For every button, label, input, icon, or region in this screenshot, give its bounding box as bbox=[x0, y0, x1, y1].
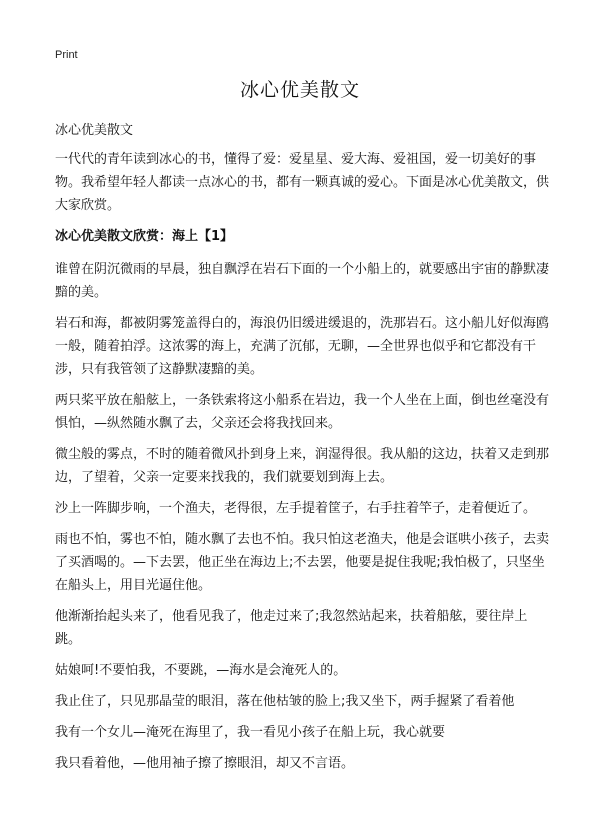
print-link[interactable]: Print bbox=[55, 49, 78, 61]
intro-paragraph: 一代代的青年读到冰心的书，懂得了爱：爱星星、爱大海、爱祖国，爱一切美好的事物。我希望年轻人都读一点冰心的书，都有一颗真诚的爱心。下面是冰心优美散文，供大家欣赏。 bbox=[55, 152, 550, 213]
paragraph: 谁曾在阴沉微雨的早晨，独自飘浮在岩石下面的一个小船上的，就要感出宇宙的静默凄黯的美。 bbox=[55, 262, 550, 300]
article-body bbox=[55, 119, 550, 783]
paragraph: 岩石和海，都被阴雾笼盖得白的，海浪仍旧缓进缓退的，洗那岩石。这小船儿好似海鸥一般，随着拍浮。这浓雾的海上，充满了沉郁，无聊，—全世界也似乎和它都没有干涉，只有我管领了这静默凄黯的美。 bbox=[55, 316, 550, 377]
article-subtitle: 冰心优美散文 bbox=[55, 123, 134, 138]
section-heading: 冰心优美散文欣赏：海上【1】 bbox=[55, 229, 234, 244]
paragraph: 我有一个女儿—淹死在海里了，我一看见小孩子在船上玩，我心就要 bbox=[55, 725, 446, 740]
paragraph: 沙上一阵脚步响，一个渔夫，老得很，左手提着筐子，右手拄着竿子，走着便近了。 bbox=[55, 501, 537, 516]
paragraph: 雨也不怕，雾也不怕，随水飘了去也不怕。我只怕这老渔夫，他是会诓哄小孩子，去卖了买酒喝的。—下去罢，他正坐在海边上;不去罢，他要是捉住我呢;我怕极了，只坚坐在船头上，用目光逼住他。 bbox=[55, 532, 550, 593]
paragraph: 我只看着他，—他用袖子擦了擦眼泪，却又不言语。 bbox=[55, 756, 355, 771]
paragraph: 我止住了，只见那晶莹的眼泪，落在他枯皱的脸上;我又坐下，两手握紧了看着他 bbox=[55, 694, 515, 709]
paragraph: 微尘般的雾点，不时的随着微风扑到身上来，润湿得很。我从船的这边，扶着又走到那边，了望着，父亲一定要来找我的，我们就要划到海上去。 bbox=[55, 447, 550, 485]
paragraph: 两只桨平放在船舷上，一条铁索将这小船系在岩边，我一个人坐在上面，倒也丝毫没有惧怕，—纵然随水飘了去，父亲还会将我找回来。 bbox=[55, 393, 550, 431]
paragraph: 他渐渐抬起头来了，他看见我了，他走过来了;我忽然站起来，扶着船舷，要往岸上跳。 bbox=[55, 609, 528, 647]
page-title: 冰心优美散文 bbox=[239, 79, 360, 101]
paragraph: 姑娘呵!不要怕我，不要跳，—海水是会淹死人的。 bbox=[55, 663, 347, 678]
